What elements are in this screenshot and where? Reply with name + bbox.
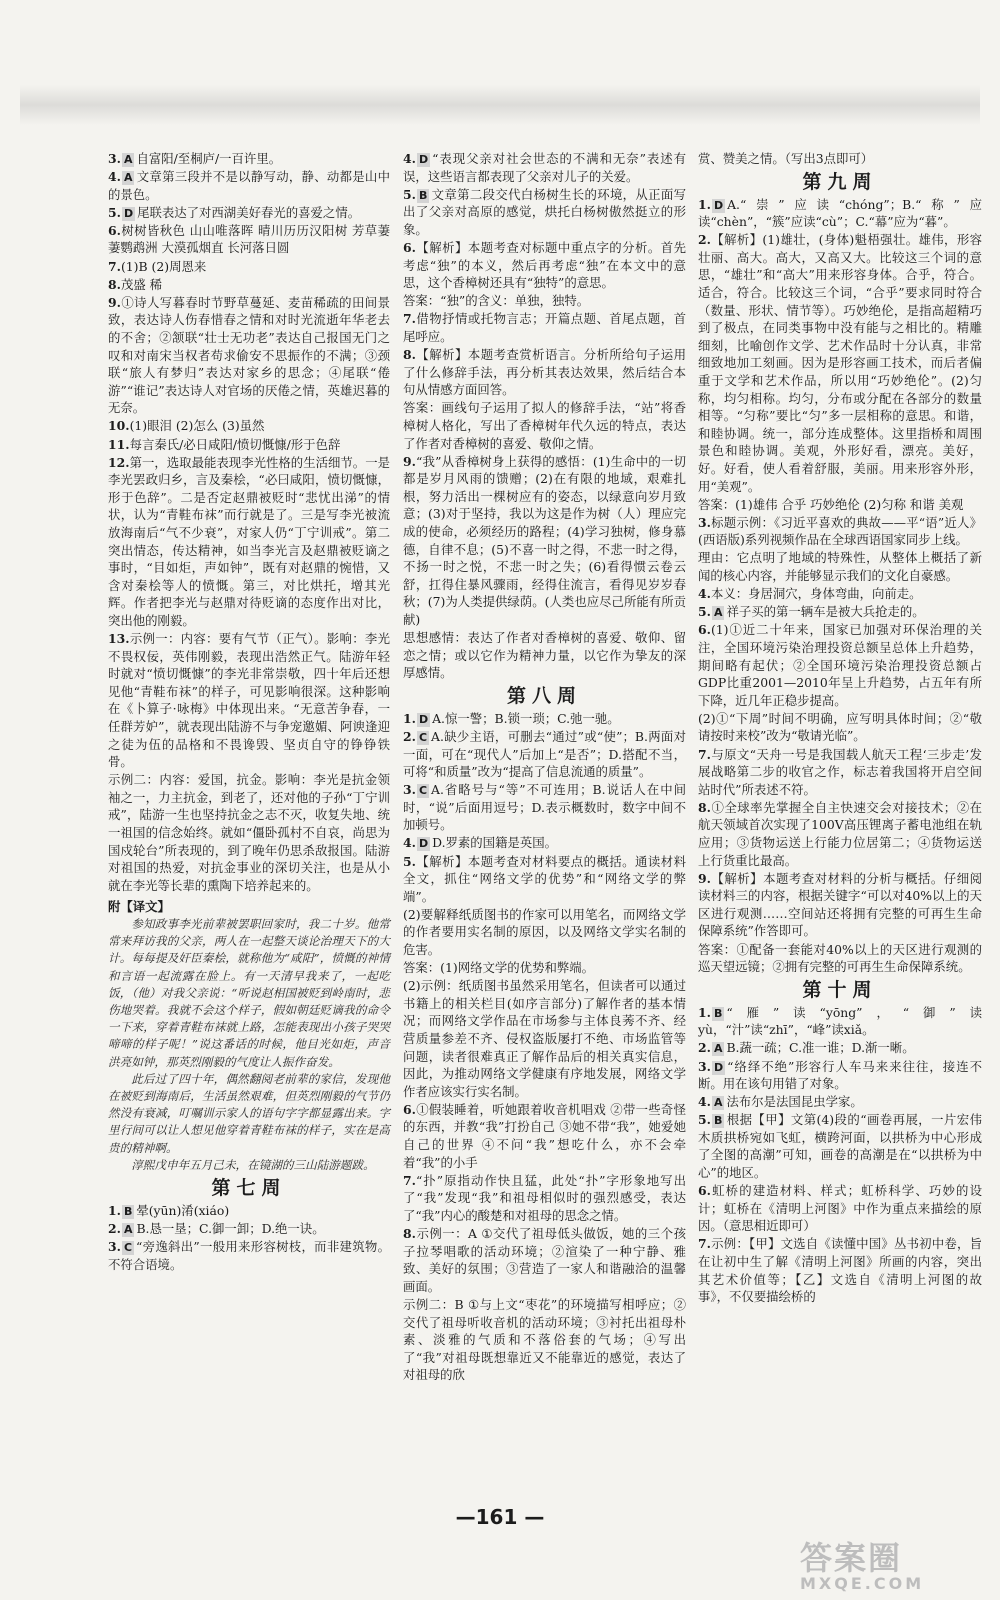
question-number: 5. [698, 604, 711, 620]
question-number: 2. [403, 728, 416, 744]
question-number: 6. [698, 1183, 711, 1199]
question-number: 9. [108, 294, 121, 310]
question-number: 7. [403, 311, 416, 327]
answer-text: 根据【甲】文第(4)段的“画卷再展，一片宏伟木质拱桥宛如飞虹，横跨河面，以拱桥为中心形成了全图的高潮”可知，画卷的高潮是在“以拱桥为中心”的地区。 [698, 1112, 982, 1181]
answer-text: “我”从香樟树身上获得的感悟：(1)生命中的一切都是岁月风雨的馈赠；(2)在有限的地域，艰难扎根，努力活出一棵树应有的姿态，以绿意向岁月致意；(3)对于坚持，我以为这是作为树（人）理应完成的使命，必须经历的路程；(4)学习独树，修身慕德，自律不息；(5)不喜一时之得，不悲一时之得，不扬一时之悦，不悲一时之失；(6)看得惯云卷云舒，扛得住暴风骤雨，经得住流言，看得见岁岁春秋；(7)为人类提供绿荫。(人类也应尽己所能有所贡献) [403, 453, 686, 627]
answer-item [403, 853, 686, 906]
choice-letter-box: B [123, 1205, 133, 1219]
answer-paragraph: 赏、赞美之情。（写出3点即可） [698, 151, 874, 166]
question-number: 8. [403, 1226, 416, 1242]
answer-item [108, 1202, 390, 1220]
answer-text: 文章第三段并不是以静写动，静、动都是山中的景色。 [108, 169, 390, 202]
answer-text: A.省略号与“等”不可连用；B.说话人在中间时，“说”后面用逗号；D.表示概数时，数字中间不加顿号。 [403, 782, 686, 833]
answer-paragraph: 示例二：B ①与上文“枣花”的环境描写相呼应；②交代了祖母听收音机的活动环境；③衬托出祖母朴素、淡雅的气质和不落俗套的气场；④写出了“我”对祖母既想靠近又不能靠近的感觉，表达了对祖母的欣 [403, 1296, 686, 1383]
choice-letter-box: D [418, 712, 429, 726]
choice-letter-box: A [123, 153, 133, 166]
answer-paragraph: 思想感情：表达了作者对香樟树的喜爱、敬仰、留恋之情；或以它作为精神力量，以它作为挚友的深厚感情。 [403, 630, 686, 681]
answer-paragraph: 理由：它点明了地域的特殊性，从整体上概括了新闻的核心内容，并能够显示我们的文化自豪感。 [698, 550, 982, 584]
question-number: 2. [698, 1040, 711, 1056]
answer-text: 文章第二段交代白杨树生长的环境，从正面写出了父亲对高原的感觉，烘托白杨树傲然挺立的形象。 [403, 186, 686, 237]
question-number: 8. [698, 799, 711, 815]
answer-item [698, 585, 982, 603]
question-number: 7. [403, 1172, 416, 1188]
answer-item [403, 1172, 686, 1225]
answer-item [698, 1004, 982, 1039]
choice-letter-box: B [713, 1114, 723, 1128]
answer-item [403, 1101, 686, 1171]
translation-paragraph: 淳熙戊申年五月己未，在镜湖的三山陆游题跋。 [131, 1157, 375, 1172]
question-number: 8. [403, 347, 416, 363]
answer-item [698, 1058, 982, 1093]
answer-paragraph: 答案：①配备一套能对40%以上的天区进行观测的巡天望远镜；②拥有完整的可再生生命保障系统。 [698, 941, 982, 975]
answer-text: 第一，选取最能表现李光性格的生活细节。一是李光罢政归乡，言及秦桧，“必曰咸阳，愤切慨慷，形于色辞”。二是否定赵鼎被贬时“悲忧出涕”的情状，认为“青鞋布袜”而行就是了。三是写李光被流放海南后“气不少衰”，对家人仍“丁宁训戒”。第二突出情态，传达精神，如当李光言及赵鼎被贬谪之事时，“目如炬，声如钟”，既有对赵鼎的惋惜，又含对秦桧等人的愤慨。第三，对比烘托，增其光辉。作者把李光与赵鼎对待贬谪的态度作出对比，突出他的刚毅。 [108, 454, 390, 628]
choice-letter-box: B [418, 188, 428, 202]
answer-item [698, 1039, 982, 1057]
choice-letter-box: C [418, 784, 428, 798]
question-number: 4. [403, 151, 416, 166]
question-number: 5. [108, 204, 121, 220]
question-number: 3. [108, 151, 121, 166]
answer-text: 示例：【甲】文选自《读懂中国》丛书初中卷，旨在让初中生了解《清明上河图》所画的内容，突出其艺术价值等；【乙】文选自《清明上河图的故事》，不仅要描绘桥的 [698, 1236, 982, 1305]
answer-text: 自富阳/至桐庐/一百许里。 [136, 151, 282, 166]
answer-text: ①全球率先掌握全自主快速交会对接技术；②在航天领域首次实现了100V高压锂离子蓄电池组在轨应用；③货物运送上行能力位居第二；④货物运送上行货重比最高。 [698, 799, 982, 868]
answer-text: (1)B (2)周恩来 [120, 258, 207, 274]
answer-text: 晕(yūn)淆(xiáo) [136, 1203, 230, 1219]
answer-text: “旁逸斜出”一般用来形容树枝，而非建筑物。不符合语境。 [108, 1239, 390, 1272]
answer-column-left [108, 150, 390, 1274]
answer-item [108, 294, 390, 417]
answer-text: 尾联表达了对西湖美好春光的喜爱之情。 [137, 204, 361, 220]
watermark-domain: MXQE.COM [800, 1574, 925, 1593]
watermark-text: 答案圈 [800, 1539, 903, 1577]
answer-text: ①诗人写暮春时节野草蔓延、麦苗稀疏的田间景致，表达诗人伤春惜春之情和对时光流逝年华老去的不舍；②颔联“壮士无功老”表达自己报国无门之叹和对南宋当权者苟求偷安不思振作的不满；③颈联“旅人有梦归”表达对家乡的思念；④尾联“倦游”“谁记”表达诗人对官场的厌倦之情，英雄迟暮的无奈。 [108, 294, 390, 416]
answer-item [108, 436, 390, 454]
answer-text: 每言秦氏/必日咸阳/愤切慨慷/形于色辞 [129, 436, 341, 452]
question-number: 6. [403, 1101, 416, 1117]
week-heading: 第七周 [211, 1177, 287, 1200]
answer-text: A.惊一警；B.锁一琐；C.弛一驰。 [432, 710, 620, 726]
answer-paragraph: (2)示例：纸质图书虽然采用笔名，但读者可以通过书籍上的相关栏目(如序言部分)了解作者的基本情况；而网络文学作品在市场参与主体良莠不齐、经营质量参差不齐、侵权盗版屡打不绝、市场监管等问题，读者很难真正了解作品后的相关真实信息，因此，为推动网络文学健康有序地发展，网络文学作者应该实行实名制。 [403, 978, 686, 1099]
question-number: 3. [698, 1058, 711, 1074]
question-number: 1. [108, 1203, 121, 1219]
question-number: 3. [108, 1239, 121, 1255]
answer-paragraph: (2)①“下周”时间不明确，应写明具体时间；②“敬请按时来校”改为“敬请光临”。 [698, 710, 982, 744]
answer-column-middle [403, 150, 686, 1384]
answer-text: 示例一：内容：要有气节（正气）。影响：李光不畏权佞，英伟刚毅，表现出浩然正气。陆游年轻时就对“愤切慨慷”的李光非常崇敬，四十年后还想见他“青鞋布袜”的样子，可见影响很深。这种影响在《卜算子·咏梅》中体现出来。“无意苦争春，一任群芳妒”，就表现出陆游不与争宠邀媚、阿谀逢迎之徒为伍的品格和不畏谗毁、坚贞自守的铮铮铁骨。 [108, 631, 390, 770]
question-number: 9. [403, 453, 416, 469]
answer-item [698, 799, 982, 869]
answer-item [403, 150, 686, 185]
question-number: 7. [108, 258, 121, 274]
answer-item [403, 1225, 686, 1295]
question-number: 4. [108, 169, 121, 185]
question-number: 1. [698, 1004, 711, 1020]
question-number: 6. [108, 222, 121, 238]
watermark-logo [800, 1539, 980, 1593]
choice-letter-box: A [123, 171, 133, 185]
translation-paragraph: 参知政事李光前辈被罢职回家时，我二十岁。他常常来拜访我的父亲，两人在一起整天谈论治理天下的大计。每每提及奸臣秦桧，就称他为“咸阳”，愤慨的神情和言语一起流露在脸上。有一天清早我来了，一起吃饭，（他）对我父亲说：“听说赵相国被贬到岭南时，悲伤地哭着。我就不会这个样子，假如朝廷贬谪我的命令一下来，穿着青鞋布袜就上路，怎能表现出小孩子哭哭啼啼的样子呢！”说这番话的时候，他目光如炬，声音洪亮如钟，那英烈刚毅的气度让人振作奋发。 [108, 917, 390, 1069]
question-number: 6. [403, 239, 416, 255]
answer-item [403, 239, 686, 292]
answer-text: 法布尔是法国昆虫学家。 [726, 1094, 863, 1110]
answer-item [108, 204, 390, 222]
answer-column-right [698, 150, 982, 1306]
question-number: 3. [403, 782, 416, 798]
answer-text: A.“崇”应读“chóng”；B.“称”应读“chèn”，“簇”应读“cù”；C.“幕”应为“暮”。 [698, 196, 982, 230]
question-number: 3. [698, 514, 711, 530]
choice-letter-box: B [713, 1006, 723, 1020]
choice-letter-box: D [713, 198, 724, 212]
answer-text: “扑”原指动作快且猛，此处“扑”字形象地写出了“我”发现“我”和祖母相似时的强烈感受，表达了“我”内心的酸楚和对祖母的思念之情。 [403, 1172, 686, 1223]
translation-heading: 附【译文】 [108, 899, 170, 915]
answer-item [698, 231, 982, 495]
answer-item [698, 1111, 982, 1181]
answer-text: (1)①近二十年来，国家已加强对环保治理的关注，全国环境污染治理投资总额呈总体上升趋势，期间略有起伏；②全国环境污染治理投资总额占GDP比重2001—2010年呈上升趋势，占五年有所下降，近几年正稳步提高。 [698, 622, 982, 708]
answer-item [108, 630, 390, 771]
choice-letter-box: A [713, 606, 723, 620]
choice-letter-box: A [713, 1096, 723, 1110]
answer-item [108, 1220, 390, 1238]
answer-text: A.缺少主语，可删去“通过”或“使”；B.两面对一面，可在“现代人”后加上“是否”；D.搭配不当，可将“和质量”改为“提高了信息流通的质量”。 [403, 728, 686, 780]
answer-text: B.恳一垦；C.御一卸；D.绝一诀。 [136, 1221, 325, 1237]
answer-item [403, 834, 686, 852]
answer-text: ①假装睡着，听她跟着收音机唱戏 ②带一些奇怪的东西，并教“我”打扮自己 ③她不带“我”，她爱她自己的世界 ④不问“我”想吃什么，亦不会牵着“我”的小手 [403, 1101, 686, 1170]
page-number: —161 — [455, 1505, 545, 1529]
answer-item [403, 310, 686, 345]
answer-text: “表现父亲对社会世态的不满和无奈”表述有误，这些语言都表现了父亲对儿子的关爱。 [403, 151, 686, 184]
answer-item [108, 1238, 390, 1273]
answer-text: D.罗素的国籍是英国。 [432, 835, 558, 851]
choice-letter-box: D [418, 153, 429, 166]
answer-item [698, 1093, 982, 1111]
answer-item [698, 1182, 982, 1235]
answer-text: 【解析】本题考查对材料要点的概括。通读材料全文，抓住“网络文学的优势”和“网络文学的弊端”。 [403, 853, 686, 904]
answer-paragraph: 答案：画线句子运用了拟人的修辞手法，“站”将香樟树人格化，写出了香樟树年代久远的特点，表达了作者对香樟树的喜爱、敬仰之情。 [403, 400, 686, 451]
translation-paragraph: 此后过了四十年，偶然翻阅老前辈的家信，发现他在被贬到海南后，生活虽然艰难，但英烈刚毅的气节仍然没有衰减，叮嘱训示家人的语句字字都显露出来。字里行间可以让人想见他穿着青鞋布袜的样子，实在是高贵的精神啊。 [108, 1071, 390, 1155]
answer-text: 示例一：A ①交代了祖母低头做饭，她的三个孩子拉琴唱歌的活动环境；②渲染了一种宁静、雅致、美好的氛围；③营造了一家人和谐融洽的温馨画面。 [403, 1226, 686, 1294]
answer-text: 祥子买的第一辆车是被大兵抢走的。 [726, 604, 925, 620]
answer-paragraph: 答案：“独”的含义：单独，独特。 [403, 293, 590, 309]
question-number: 4. [698, 1094, 711, 1110]
question-number: 7. [698, 746, 711, 762]
question-number: 12. [108, 454, 130, 470]
answer-text: 标题示例：《习近平喜欢的典故——平“语”近人》(西语版)系列视频作品在全球西语国家同步上线。 [698, 514, 982, 548]
answer-text: 树树皆秋色 山山唯落晖 晴川历历汉阳树 芳草萋萋鹦鹉洲 大漠孤烟直 长河落日圆 [108, 222, 390, 256]
answer-item [403, 346, 686, 399]
answer-paragraph: 答案：(1)网络文学的优势和弊端。 [403, 960, 595, 976]
answer-item [108, 150, 390, 168]
answer-item [698, 746, 982, 799]
question-number: 6. [698, 622, 711, 638]
answer-item [108, 454, 390, 630]
answer-item [698, 514, 982, 549]
question-number: 4. [698, 586, 711, 602]
question-number: 1. [403, 710, 416, 726]
answer-item [108, 258, 390, 276]
answer-item [698, 603, 982, 621]
choice-letter-box: A [713, 1042, 723, 1056]
answer-paragraph: 示例二：内容：爱国，抗金。影响：李光是抗金领袖之一，力主抗金，到老了，还对他的子孙“丁宁训戒”，陆游一生也坚持抗金之志不灭，收复失地、统一祖国的信念始终。就如“僵卧孤村不自哀，尚思为国戍轮台”所表现的，到了晚年仍思杀敌报国。陆游对祖国的热爱，对抗金事业的深切关注，也是从小就在李光等长辈的熏陶下培养起来的。 [108, 772, 390, 893]
answer-text: 【解析】本题考查赏析语言。分析所给句子运用了什么修辞手法，再分析其表达效果，然后结合本句从情感方面回答。 [403, 347, 686, 398]
answer-text: “络绎不绝”形容行人车马来来往往，接连不断。用在该句用错了对象。 [698, 1058, 982, 1092]
question-number: 10. [108, 418, 130, 434]
question-number: 4. [403, 835, 416, 851]
answer-item [108, 222, 390, 257]
answer-text: 【解析】(1)雄壮，(身体)魁梧强壮。雄伟，形容壮丽、高大。高大，又高又大。比较这三个词的意思，“雄壮”和“高大”用来形容身体。合乎，符合。适合，符合。比较这三个词，“合乎”要求同时符合（数量、形状、情节等）。巧妙绝伦，是指高超精巧到了极点，在同类事物中没有能与之相比的。精雕细刻，比喻创作文学、艺术作品时十分认真，非常细致地加工刻画。因为是形容画工技术，而后者偏重于文学和艺术作品，所以用“巧妙绝伦”。(2)匀称，均匀相称。均匀，分布或分配在各部分的数量相等。“匀称”要比“匀”多一层相称的意思。和谐，和睦协调。统一，部分连成整体。这里指桥和周围景色和睦协调。美观，外形好看，漂亮。美好，好。好看，使人看着舒服，美丽。用来形容外形，用“美观”。 [698, 232, 982, 494]
answer-item [698, 1235, 982, 1305]
choice-letter-box: D [123, 206, 134, 220]
choice-letter-box: D [713, 1060, 724, 1074]
answer-item [403, 186, 686, 239]
question-number: 11. [108, 436, 130, 452]
choice-letter-box: C [123, 1241, 133, 1255]
question-number: 8. [108, 276, 121, 292]
answer-item [698, 196, 982, 231]
answer-text: 借物抒情或托物言志；开篇点题、首尾点题，首尾呼应。 [403, 311, 686, 344]
question-number: 5. [698, 1112, 711, 1128]
week-heading: 第九周 [802, 170, 878, 193]
answer-text: 虹桥的建造材料、样式；虹桥科学、巧妙的设计；虹桥在《清明上河图》中作为重点来描绘的原因。（意思相近即可） [698, 1183, 982, 1234]
question-number: 2. [698, 232, 711, 248]
answer-item [403, 453, 686, 629]
question-number: 5. [403, 186, 416, 202]
question-number: 2. [108, 1221, 121, 1237]
question-number: 5. [403, 853, 416, 869]
choice-letter-box: D [418, 837, 429, 851]
answer-text: “雁”读“yōng”，“御”读yù，“汁”读“zhī”，“峰”读xiǎ。 [698, 1004, 982, 1038]
answer-paragraph: 答案：(1)雄伟 合乎 巧妙绝伦 (2)匀称 和谐 美观 [698, 496, 964, 512]
question-number: 7. [698, 1236, 711, 1252]
question-number: 1. [698, 196, 711, 212]
question-number: 13. [108, 631, 130, 647]
answer-text: 本义：身居洞穴，身体弯曲，向前走。 [710, 586, 922, 602]
week-heading: 第十周 [802, 978, 878, 1001]
answer-item [698, 621, 982, 709]
answer-item [108, 276, 390, 294]
answer-item [698, 870, 982, 940]
answer-text: B.蔬一疏；C.准一谁；D.渐一晰。 [726, 1040, 915, 1056]
answer-text: (1)眼泪 (2)怎么 (3)虽然 [129, 418, 265, 434]
question-number: 9. [698, 870, 711, 886]
answer-item [403, 710, 686, 728]
answer-item [403, 728, 686, 781]
answer-paragraph: (2)要解释纸质图书的作家可以用笔名，而网络文学的作者要用实名制的原因，以及网络文学实名制的危害。 [403, 906, 686, 958]
answer-text: 【解析】本题考查对材料的分析与概括。仔细阅读材料三的内容，根据关键字“可以对40%以上的天区进行观测……空间站还将拥有完整的可再生生命保障系统”作答即可。 [698, 870, 982, 939]
choice-letter-box: A [123, 1223, 133, 1237]
answer-item [403, 781, 686, 834]
answer-text: 茂盛 稀 [120, 276, 163, 292]
choice-letter-box: C [418, 730, 428, 744]
week-heading: 第八周 [506, 684, 582, 707]
answer-item [108, 417, 390, 435]
answer-text: 与原文“天舟一号是我国载人航天工程‘三步走’发展战略第二步的收官之作，标志着我国将开启空间站时代”所表述不符。 [698, 746, 982, 797]
answer-item [108, 168, 390, 203]
scan-smudge [20, 85, 980, 125]
answer-text: 【解析】本题考查对标题中重点字的分析。首先考虑“独”的本义，然后再考虑“独”在本文中的意思，这个香樟树还具有“独特”的意思。 [403, 239, 686, 291]
